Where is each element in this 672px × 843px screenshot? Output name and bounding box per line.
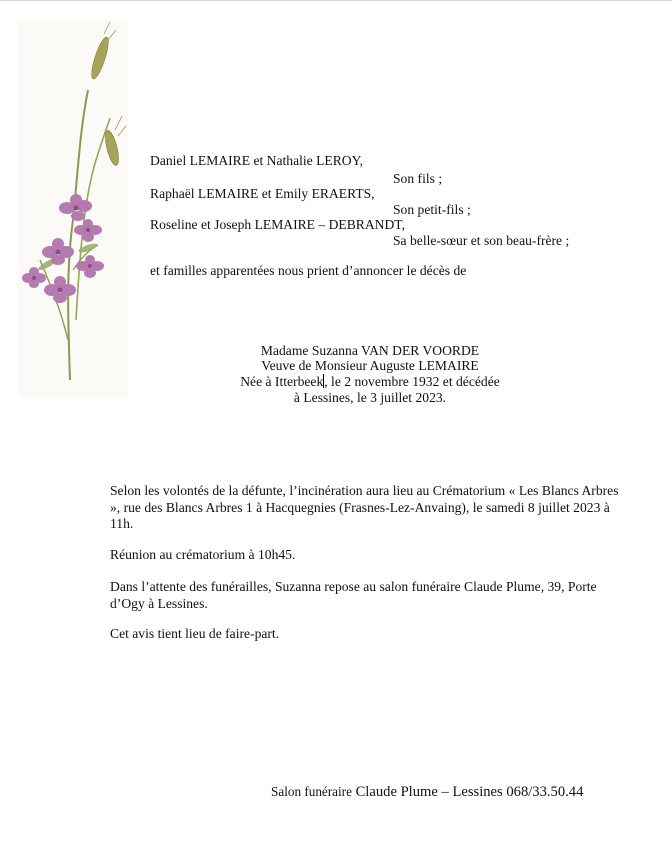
deceased-death: à Lessines, le 3 juillet 2023. (293, 390, 447, 405)
funeral-home-footer (271, 784, 583, 801)
birth-place: Née à Itterbeek (240, 374, 324, 389)
rest-paragraph: Dans l’attente des funérailles, Suzanna repose au salon funéraire Claude Plume, 39, Porte d’Ogy à Lessines. (110, 579, 597, 611)
family-relation-2: Son petit-fils ; (393, 202, 471, 217)
deceased-birth (200, 374, 540, 390)
notice-paragraph: Cet avis tient lieu de faire-part. (110, 626, 280, 641)
family-names-1: Daniel LEMAIRE et Nathalie LEROY, (150, 153, 364, 168)
deceased-name: Madame Suzanna VAN DER VOORDE (260, 343, 480, 358)
birth-date: , le 2 novembre 1932 et décédée (324, 374, 500, 389)
family-relation-1: Son fils ; (393, 171, 443, 186)
family-relation-3: Sa belle-sœur et son beau-frère ; (393, 233, 570, 248)
footer-text: Claude Plume – Lessines 068/33.50.44 (355, 784, 584, 800)
family-names-2: Raphaël LEMAIRE et Emily ERAERTS, (150, 186, 375, 201)
wildflower-illustration-icon (18, 20, 128, 398)
ceremony-paragraph: Selon les volontés de la défunte, l’incinération aura lieu au Crématorium « Les Blancs Arbres », rue des Blancs Arbres 1 à Hacquegnies (Frasnes-Lez-Anvaing), le samedi 8 juillet 2023 à 11h. (110, 483, 619, 531)
meeting-paragraph: Réunion au crématorium à 10h45. (110, 547, 296, 562)
family-names-3: Roseline et Joseph LEMAIRE – DEBRANDT, (150, 217, 405, 232)
announcement-text: et familles apparentées nous prient d’annoncer le décès de (150, 263, 467, 278)
deceased-widow-of: Veuve de Monsieur Auguste LEMAIRE (261, 358, 479, 373)
footer-label: Salon funéraire (271, 784, 352, 799)
